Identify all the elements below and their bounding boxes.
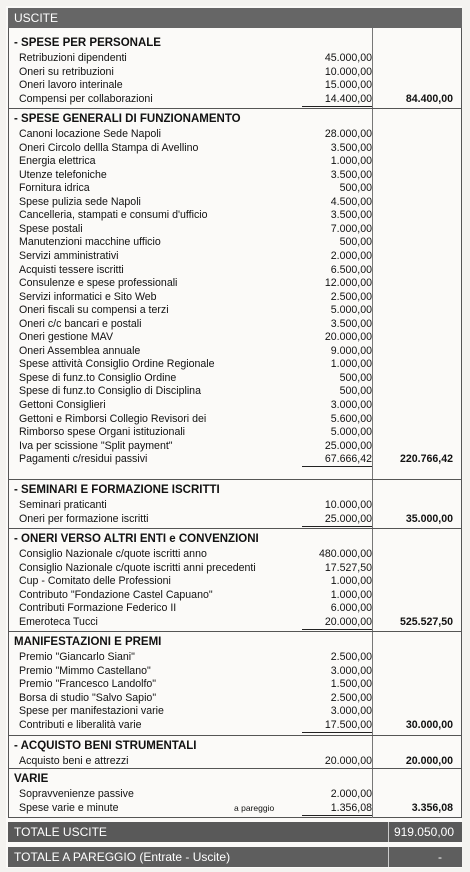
table-row xyxy=(19,52,455,65)
row-amount: 1.500,00 xyxy=(330,678,372,691)
row-label: Premio "Giancarlo Siani" xyxy=(19,651,135,663)
row-amount: 3.000,00 xyxy=(330,399,372,411)
row-amount: 14.400,00 xyxy=(302,93,372,107)
row-amount: 10.000,00 xyxy=(324,65,372,78)
row-label: Cancelleria, stampati e consumi d'ufficio xyxy=(19,209,208,222)
row-amount: 1.356,08 xyxy=(302,802,372,816)
section-heading: - ONERI VERSO ALTRI ENTI e CONVENZIONI xyxy=(14,533,259,545)
row-label: Gettoni Consiglieri xyxy=(19,399,106,411)
row-label: Consiglio Nazionale c/quote iscritti anni precedenti xyxy=(19,561,256,574)
row-label: Contributo "Fondazione Castel Capuano" xyxy=(19,588,213,601)
table-row xyxy=(19,318,455,331)
row-label: Oneri su retribuzioni xyxy=(19,65,114,78)
table-row xyxy=(19,499,455,512)
row-amount: 2.500,00 xyxy=(330,651,372,663)
totale-pareggio-bar xyxy=(8,847,462,867)
section-separator xyxy=(8,735,462,736)
row-label: Emeroteca Tucci xyxy=(19,615,98,628)
row-label: Canoni locazione Sede Napoli xyxy=(19,128,161,140)
row-label: Servizi amministrativi xyxy=(19,249,119,262)
table-row xyxy=(19,331,455,344)
bar-divider xyxy=(388,822,389,842)
table-row xyxy=(19,264,455,277)
row-label: Premio "Mimmo Castellano" xyxy=(19,664,151,677)
row-amount: 17.527,50 xyxy=(324,561,372,574)
row-amount: 5.600,00 xyxy=(330,412,372,425)
totale-pareggio-label: TOTALE A PAREGGIO (Entrate - Uscite) xyxy=(14,850,231,864)
row-label: Servizi informatici e Sito Web xyxy=(19,290,157,303)
row-amount: 20.000,00 xyxy=(302,755,372,769)
row-label: Acquisto beni e attrezzi xyxy=(19,755,129,767)
row-label: Consulenze e spese professionali xyxy=(19,277,178,290)
row-amount: 4.500,00 xyxy=(330,195,372,208)
row-amount: 3.000,00 xyxy=(330,664,372,677)
row-amount: 2.000,00 xyxy=(330,788,372,800)
section-heading: VARIE xyxy=(14,773,49,785)
section-total: 525.527,50 xyxy=(399,615,453,628)
table-row xyxy=(19,616,455,629)
row-amount: 20.000,00 xyxy=(324,331,372,344)
row-amount: 15.000,00 xyxy=(324,79,372,92)
row-label: Spese postali xyxy=(19,222,83,235)
row-label: Oneri lavoro interinale xyxy=(19,79,123,92)
section-heading: - ACQUISTO BENI STRUMENTALI xyxy=(14,740,197,752)
row-label: Premio "Francesco Landolfo" xyxy=(19,678,157,691)
row-label: Gettoni e Rimborsi Collegio Revisori dei xyxy=(19,412,207,425)
section-total: 30.000,00 xyxy=(405,718,453,731)
table-row xyxy=(19,93,455,106)
row-label: Retribuzioni dipendenti xyxy=(19,52,127,64)
table-row xyxy=(19,399,455,412)
table-row xyxy=(19,755,455,768)
row-label: Spese di funz.to Consiglio di Disciplina xyxy=(19,385,201,398)
page-title: USCITE xyxy=(8,8,462,28)
row-amount: 1.000,00 xyxy=(330,358,372,371)
row-amount: 25.000,00 xyxy=(324,439,372,452)
row-amount: 10.000,00 xyxy=(324,499,372,511)
row-amount: 3.500,00 xyxy=(330,317,372,330)
section-separator xyxy=(8,631,462,632)
section-total: 84.400,00 xyxy=(405,92,453,105)
row-amount: 1.000,00 xyxy=(330,588,372,601)
section-separator xyxy=(8,479,462,480)
section-separator xyxy=(8,768,462,769)
row-label: Pagamenti c/residui passivi xyxy=(19,453,148,466)
section-separator xyxy=(8,108,462,109)
section-heading: - SPESE GENERALI DI FUNZIONAMENTO xyxy=(14,113,241,125)
table-row xyxy=(19,142,455,155)
row-label: Spese attività Consiglio Ordine Regionale xyxy=(19,358,215,371)
table-row xyxy=(19,182,455,195)
row-amount: 45.000,00 xyxy=(324,52,372,64)
section-heading: - SPESE PER PERSONALE xyxy=(14,37,161,49)
table-row xyxy=(19,372,455,385)
table-row xyxy=(19,513,455,526)
totale-uscite-label: TOTALE USCITE xyxy=(14,825,107,839)
section-total: 3.356,08 xyxy=(411,801,453,814)
table-row xyxy=(19,304,455,317)
table-row xyxy=(19,250,455,263)
table-row xyxy=(19,236,455,249)
row-label: Rimborso spese Organi istituzionali xyxy=(19,426,186,439)
row-label: Oneri gestione MAV xyxy=(19,331,114,344)
table-row xyxy=(19,651,455,664)
row-label: Spese pulizia sede Napoli xyxy=(19,195,141,208)
row-label: Oneri per formazione iscritti xyxy=(19,512,149,525)
row-amount: 2.000,00 xyxy=(330,249,372,262)
table-row xyxy=(19,575,455,588)
table-row xyxy=(19,705,455,718)
row-amount: 500,00 xyxy=(339,371,372,384)
section-separator xyxy=(8,528,462,529)
row-amount: 3.000,00 xyxy=(330,705,372,718)
row-label: Iva per scissione "Split payment" xyxy=(19,439,173,452)
totale-pareggio-value: - xyxy=(438,850,442,864)
row-amount: 25.000,00 xyxy=(302,513,372,527)
table-row xyxy=(19,291,455,304)
table-row xyxy=(19,692,455,705)
row-label: Seminari praticanti xyxy=(19,499,107,511)
section-total: 220.766,42 xyxy=(399,453,453,466)
table-row xyxy=(19,453,455,466)
table-row xyxy=(19,413,455,426)
table-row xyxy=(19,196,455,209)
table-row xyxy=(19,223,455,236)
totale-uscite-bar xyxy=(8,822,462,842)
row-amount: 2.500,00 xyxy=(330,691,372,704)
row-label: Spese di funz.to Consiglio Ordine xyxy=(19,371,177,384)
row-amount: 3.500,00 xyxy=(330,209,372,222)
row-amount: 480.000,00 xyxy=(318,548,372,560)
table-row xyxy=(19,440,455,453)
row-label: Oneri Assemblea annuale xyxy=(19,344,141,357)
table-row xyxy=(19,358,455,371)
section-heading: - SEMINARI E FORMAZIONE ISCRITTI xyxy=(14,484,220,496)
row-label: Compensi per collaborazioni xyxy=(19,92,153,105)
row-amount: 5.000,00 xyxy=(330,304,372,317)
row-amount: 5.000,00 xyxy=(330,426,372,439)
table-row xyxy=(19,562,455,575)
row-label: Sopravvenienze passive xyxy=(19,788,134,800)
row-note: a pareggio xyxy=(234,802,275,813)
row-label: Contributi e liberalità varie xyxy=(19,718,142,731)
table-row xyxy=(19,602,455,615)
table-row xyxy=(19,128,455,141)
row-amount: 3.500,00 xyxy=(330,168,372,181)
row-amount: 7.000,00 xyxy=(330,222,372,235)
row-amount: 12.000,00 xyxy=(324,277,372,290)
row-amount: 500,00 xyxy=(339,236,372,249)
table-row xyxy=(19,209,455,222)
section-heading: MANIFESTAZIONI E PREMI xyxy=(14,636,162,648)
row-amount: 500,00 xyxy=(339,385,372,398)
section-total: 35.000,00 xyxy=(405,512,453,525)
row-amount: 6.000,00 xyxy=(330,602,372,615)
table-row xyxy=(19,66,455,79)
table-row xyxy=(19,345,455,358)
totale-uscite-value: 919.050,00 xyxy=(393,825,454,839)
section-total: 20.000,00 xyxy=(405,755,453,767)
table-row xyxy=(19,277,455,290)
row-label: Oneri Circolo dellla Stampa di Avellino xyxy=(19,141,199,154)
table-row xyxy=(19,385,455,398)
row-amount: 6.500,00 xyxy=(330,263,372,276)
row-amount: 67.666,42 xyxy=(302,453,372,467)
table-row xyxy=(19,155,455,168)
row-amount: 28.000,00 xyxy=(324,128,372,140)
row-label: Oneri c/c bancari e postali xyxy=(19,317,142,330)
row-amount: 17.500,00 xyxy=(302,719,372,733)
table-row xyxy=(19,79,455,92)
row-label: Oneri fiscali su compensi a terzi xyxy=(19,304,169,317)
row-label: Utenze telefoniche xyxy=(19,168,107,181)
row-label: Consiglio Nazionale c/quote iscritti anno xyxy=(19,548,207,560)
row-amount: 20.000,00 xyxy=(302,616,372,630)
bar-divider xyxy=(388,847,389,867)
row-amount: 2.500,00 xyxy=(330,290,372,303)
row-label: Borsa di studio "Salvo Sapio" xyxy=(19,691,157,704)
table-row xyxy=(19,665,455,678)
table-row xyxy=(19,788,455,801)
row-label: Spese varie e minute xyxy=(19,801,119,814)
row-amount: 1.000,00 xyxy=(330,155,372,168)
table-row xyxy=(19,719,455,732)
row-amount: 500,00 xyxy=(339,182,372,195)
table-row xyxy=(19,548,455,561)
table-row xyxy=(19,169,455,182)
table-row xyxy=(19,426,455,439)
row-label: Energia elettrica xyxy=(19,155,96,168)
table-row xyxy=(19,802,455,815)
row-amount: 1.000,00 xyxy=(330,575,372,588)
table-row xyxy=(19,678,455,691)
row-label: Spese per manifestazioni varie xyxy=(19,705,164,718)
row-label: Fornitura idrica xyxy=(19,182,90,195)
row-label: Contributi Formazione Federico II xyxy=(19,602,177,615)
row-label: Manutenzioni macchine ufficio xyxy=(19,236,161,249)
row-label: Cup - Comitato delle Professioni xyxy=(19,575,171,588)
row-amount: 9.000,00 xyxy=(330,344,372,357)
table-row xyxy=(19,589,455,602)
row-amount: 3.500,00 xyxy=(330,141,372,154)
row-label: Acquisti tessere iscritti xyxy=(19,263,124,276)
